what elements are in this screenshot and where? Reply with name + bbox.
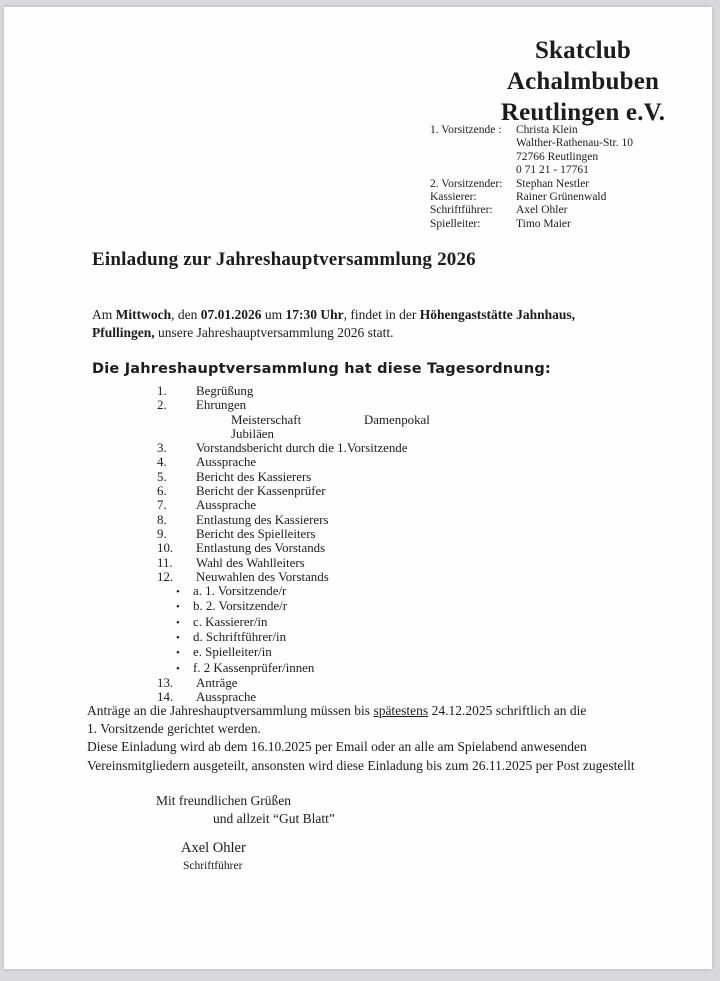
agenda-list <box>4 384 712 705</box>
agenda-item-number: 11. <box>157 555 173 570</box>
bullet-icon: • <box>176 586 180 599</box>
agenda-item-number: 13. <box>157 675 174 690</box>
contact-value: Walther-Rathenau-Str. 10 <box>516 137 634 150</box>
bullet-icon: • <box>176 662 180 675</box>
contact-row <box>430 151 633 164</box>
agenda-item-number: 1. <box>157 384 167 398</box>
vorstand-position-item <box>4 615 712 630</box>
contact-row <box>430 137 633 150</box>
agenda-item-label: Bericht des Spielleiters <box>196 526 316 541</box>
intro-text: Am <box>92 307 116 322</box>
agenda-item <box>4 455 712 469</box>
contact-label <box>430 151 516 164</box>
contact-value: 0 71 21 - 17761 <box>516 164 589 177</box>
letter-content <box>4 7 712 969</box>
agenda-item <box>4 570 712 584</box>
ehrungen-detail-line <box>4 427 712 441</box>
ehrungen-meisterschaft: Meisterschaft <box>231 412 302 427</box>
agenda-item <box>4 384 712 398</box>
agenda-item <box>4 556 712 570</box>
agenda-item-label: Vorstandsbericht durch die 1.Vorsitzende <box>196 441 408 456</box>
agenda-item <box>4 398 712 412</box>
deadline-underlined-word: spätestens <box>373 703 429 718</box>
agenda-item <box>4 513 712 527</box>
intro-text: um <box>261 307 286 322</box>
bullet-icon: • <box>176 601 180 614</box>
document-page <box>4 7 712 969</box>
ehrungen-jubilaeen: Jubiläen <box>231 426 274 441</box>
club-name-line-2: Achalmbuben <box>506 68 660 95</box>
agenda-item-label: Bericht der Kassenprüfer <box>196 484 326 499</box>
deadline-line-1 <box>87 702 687 720</box>
deadline-text: 24.12.2025 schriftlich an die <box>428 703 587 718</box>
deadline-text: Anträge an die Jahreshauptversammlung müssen bis <box>87 703 374 718</box>
contact-label: Schriftführer: <box>430 204 493 217</box>
deadline-line-4: Vereinsmitgliedern ausgeteilt, ansonsten wird diese Einladung bis zum 26.11.2025 per Post zugestellt <box>87 757 635 773</box>
club-name-line-3: Reutlingen e.V. <box>500 99 666 126</box>
intro-bold: Pfullingen, <box>92 324 155 340</box>
deadline-line-2: 1. Vorsitzende gerichtet werden. <box>87 721 261 737</box>
agenda-item-number: 5. <box>157 469 167 484</box>
bullet-icon: • <box>176 647 180 660</box>
contact-block <box>430 124 633 231</box>
agenda-item-label: Begrüßung <box>196 384 254 398</box>
contact-value: 72766 Reutlingen <box>516 150 599 163</box>
contact-row <box>430 204 633 217</box>
agenda-item-number: 6. <box>157 484 167 499</box>
vorstand-position-item <box>4 645 712 660</box>
agenda-item-number: 8. <box>157 512 167 527</box>
agenda-heading: Die Jahreshauptversammlung hat diese Tagesordnung: <box>92 361 551 377</box>
signature-name: Axel Ohler <box>181 840 246 856</box>
contact-label: 2. Vorsitzender: <box>430 177 503 190</box>
agenda-item-label: Aussprache <box>196 455 257 470</box>
document-title: Einladung zur Jahreshauptversammlung 2026 <box>92 249 476 270</box>
agenda-item <box>4 470 712 484</box>
agenda-item-label: Entlastung des Kassierers <box>196 512 329 527</box>
agenda-item <box>4 676 712 690</box>
agenda-item-number: 2. <box>157 398 167 413</box>
club-name-block <box>444 35 720 128</box>
intro-bold: Höhengaststätte Jahnhaus, <box>419 307 576 322</box>
agenda-item-label: Aussprache <box>196 498 257 513</box>
agenda-item <box>4 527 712 541</box>
signature-role: Schriftführer <box>183 860 243 872</box>
deadline-line-3: Diese Einladung wird ab dem 16.10.2025 per Email oder an alle am Spielabend anwesenden <box>87 739 587 755</box>
vorstand-position-item <box>4 630 712 645</box>
agenda-item-number: 3. <box>157 441 167 456</box>
contact-label: 1. Vorsitzende : <box>430 124 502 136</box>
agenda-item-number: 9. <box>157 526 167 541</box>
agenda-item-label: Entlastung des Vorstands <box>196 541 326 556</box>
ehrungen-damenpokal: Damenpokal <box>364 412 430 427</box>
agenda-item <box>4 441 712 455</box>
vorstand-position-label: c. Kassierer/in <box>193 614 268 629</box>
agenda-item-label: Ehrungen <box>196 398 247 413</box>
agenda-item <box>4 484 712 498</box>
bullet-icon: • <box>176 632 180 645</box>
contact-label <box>430 164 516 177</box>
contact-row <box>430 218 633 231</box>
contact-value: Christa Klein <box>516 124 578 136</box>
intro-bold: 07.01.2026 <box>200 307 262 322</box>
vorstand-position-label: e. Spielleiter/in <box>193 645 272 660</box>
vorstand-position-label: d. Schriftführer/in <box>193 630 287 645</box>
vorstand-position-label: f. 2 Kassenprüfer/innen <box>193 660 315 675</box>
contact-row <box>430 124 633 137</box>
ehrungen-detail-line <box>4 413 712 427</box>
agenda-item-number: 12. <box>157 569 174 584</box>
intro-paragraph <box>92 306 672 341</box>
contact-value: Rainer Grünenwald <box>516 191 607 204</box>
intro-text: unsere Jahreshauptversammlung 2026 statt. <box>154 324 394 340</box>
vorstand-position-item <box>4 661 712 676</box>
contact-value: Timo Maier <box>516 217 571 230</box>
vorstand-position-label: a. 1. Vorsitzende/r <box>193 584 287 599</box>
intro-bold: Mittwoch <box>115 307 172 322</box>
closing-greeting-2: und allzeit “Gut Blatt” <box>213 811 335 826</box>
club-name-line-1: Skatclub <box>534 37 632 64</box>
contact-value: Axel Ohler <box>516 204 568 217</box>
agenda-item-number: 14. <box>157 690 174 705</box>
agenda-item-number: 7. <box>157 498 167 513</box>
contact-row <box>430 191 633 204</box>
intro-text: , den <box>171 307 201 322</box>
agenda-item-label: Aussprache <box>196 690 257 705</box>
contact-label: Spielleiter: <box>430 217 481 230</box>
agenda-item-label: Wahl des Wahlleiters <box>196 555 305 570</box>
contact-value: Stephan Nestler <box>516 177 590 190</box>
agenda-item-label: Anträge <box>196 675 238 690</box>
contact-row <box>430 178 633 191</box>
vorstand-position-item <box>4 599 712 614</box>
contact-label: Kassierer: <box>430 191 477 204</box>
bullet-icon: • <box>176 616 180 629</box>
agenda-item <box>4 541 712 555</box>
agenda-item-label: Bericht des Kassierers <box>196 469 312 484</box>
agenda-item <box>4 498 712 512</box>
intro-bold: 17:30 Uhr <box>285 307 344 322</box>
contact-label <box>430 137 516 150</box>
vorstand-position-label: b. 2. Vorsitzende/r <box>193 599 288 614</box>
contact-row <box>430 164 633 177</box>
closing-greeting: Mit freundlichen Grüßen <box>156 793 291 808</box>
deadline-paragraph <box>87 702 687 775</box>
agenda-item-number: 4. <box>157 455 167 470</box>
vorstand-position-item <box>4 584 712 599</box>
intro-text: , findet in der <box>343 307 420 322</box>
agenda-item-number: 10. <box>157 541 174 556</box>
agenda-item-label: Neuwahlen des Vorstands <box>196 569 329 584</box>
